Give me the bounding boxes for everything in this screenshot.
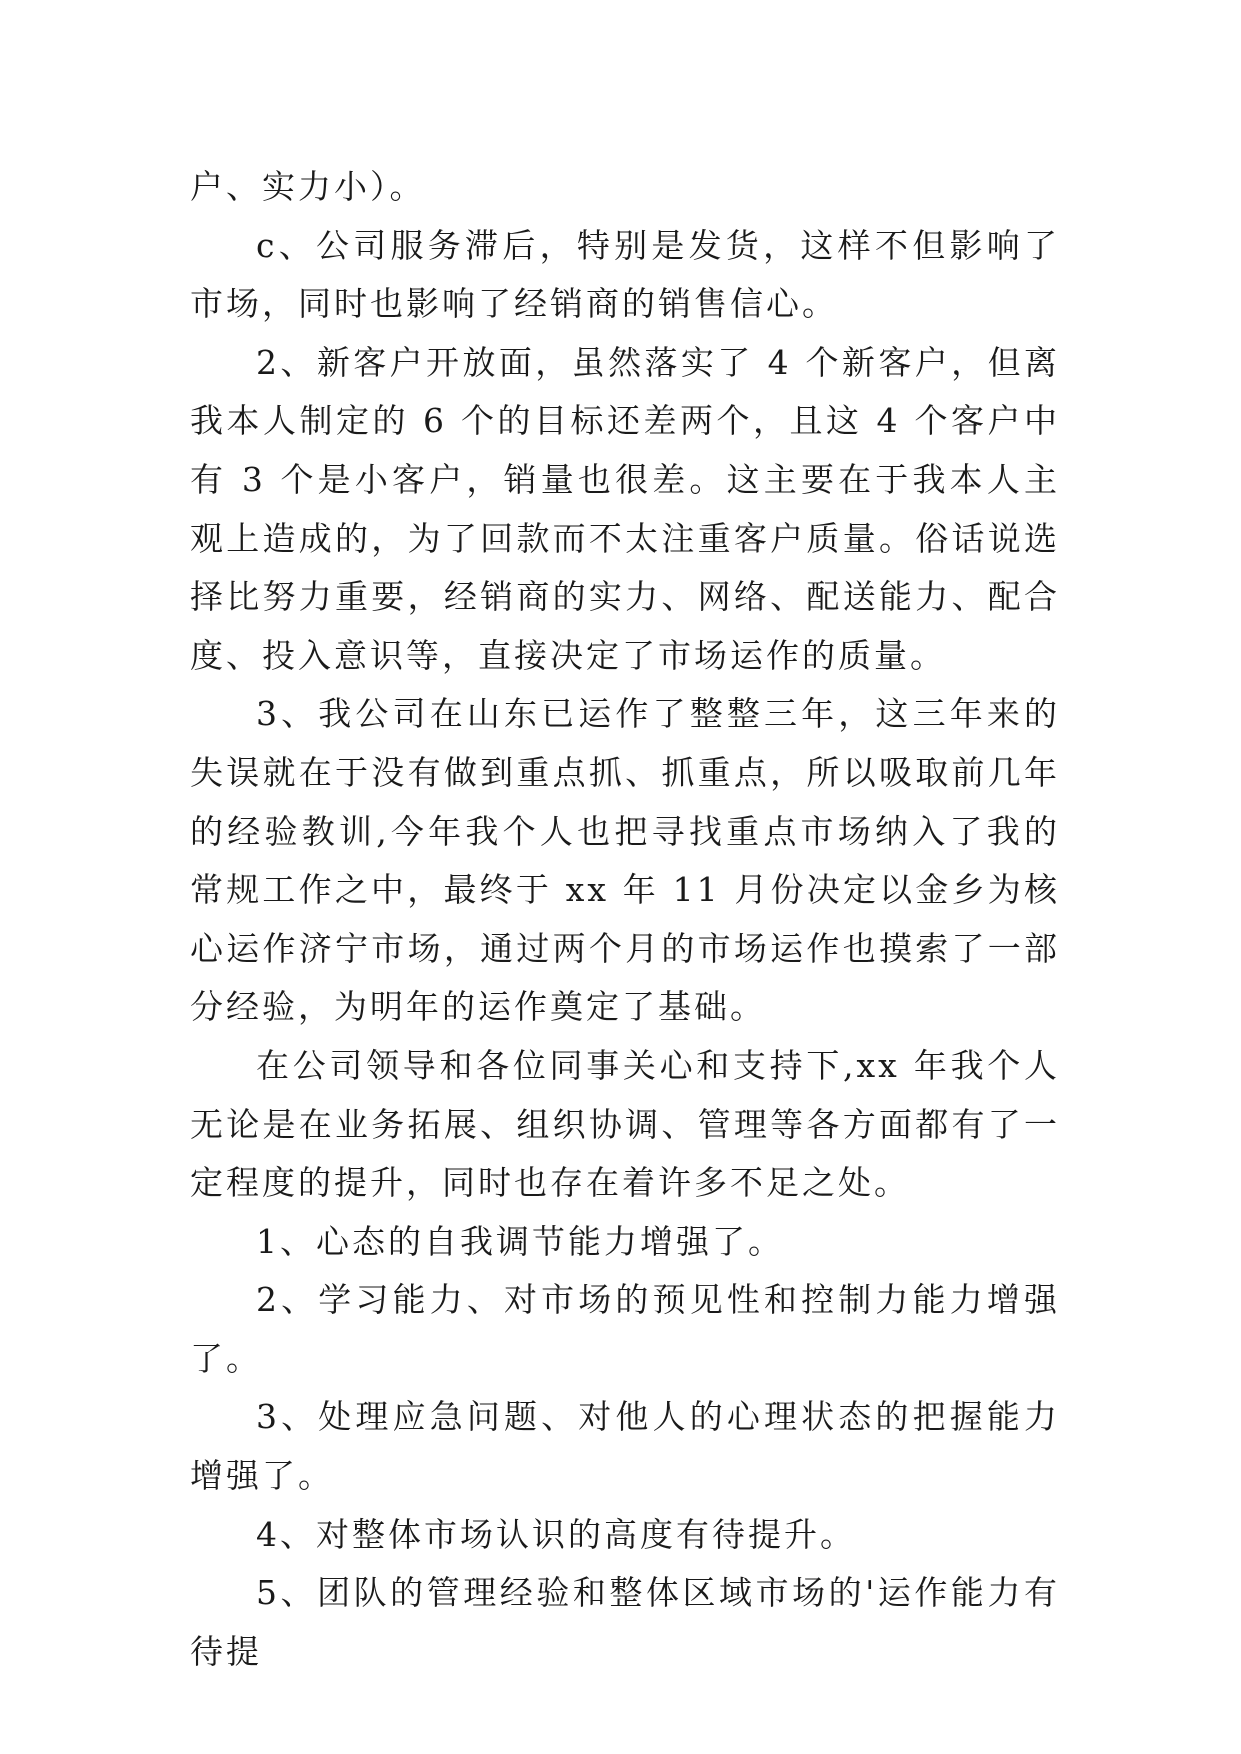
paragraph-8: 3、处理应急问题、对他人的心理状态的把握能力增强了。 xyxy=(190,1397,1060,1496)
paragraph-4: 3、我公司在山东已运作了整整三年，这三年来的失误就在于没有做到重点抓、抓重点，所以吸取前几年的经验教训,今年我个人也把寻找重点市场纳入了我的常规工作之中，最终于 xx 年 11 月份决定以金乡为核心运作济宁市场，通过两个月的市场运作也摸索了一部分经验，为明年的运作奠定了基础。 xyxy=(190,694,1060,1027)
paragraph-5: 在公司领导和各位同事关心和支持下,xx 年我个人无论是在业务拓展、组织协调、管理等各方面都有了一定程度的提升，同时也存在着许多不足之处。 xyxy=(190,1045,1060,1203)
paragraph-9: 4、对整体市场认识的高度有待提升。 xyxy=(256,1514,856,1554)
document-body xyxy=(190,158,1060,1681)
paragraph-1: 户、实力小）。 xyxy=(190,167,426,206)
paragraph-7: 2、学习能力、对市场的预见性和控制力能力增强了。 xyxy=(190,1280,1060,1378)
paragraph-6: 1、心态的自我调节能力增强了。 xyxy=(256,1221,784,1261)
paragraph-3: 2、新客户开放面，虽然落实了 4 个新客户，但离我本人制定的 6 个的目标还差两个，且这 4 个客户中有 3 个是小客户，销量也很差。这主要在于我本人主观上造成的，为了回款而不太注重客户质量。俗话说选择比努力重要，经销商的实力、网络、配送能力、配合度、投入意识等，直接决定了市场运作的质量。 xyxy=(190,342,1060,675)
paragraph-10: 5、团队的管理经验和整体区域市场的'运作能力有待提 xyxy=(190,1573,1060,1671)
paragraph-2: c、公司服务滞后，特别是发货，这样不但影响了市场，同时也影响了经销商的销售信心。 xyxy=(190,225,1060,324)
